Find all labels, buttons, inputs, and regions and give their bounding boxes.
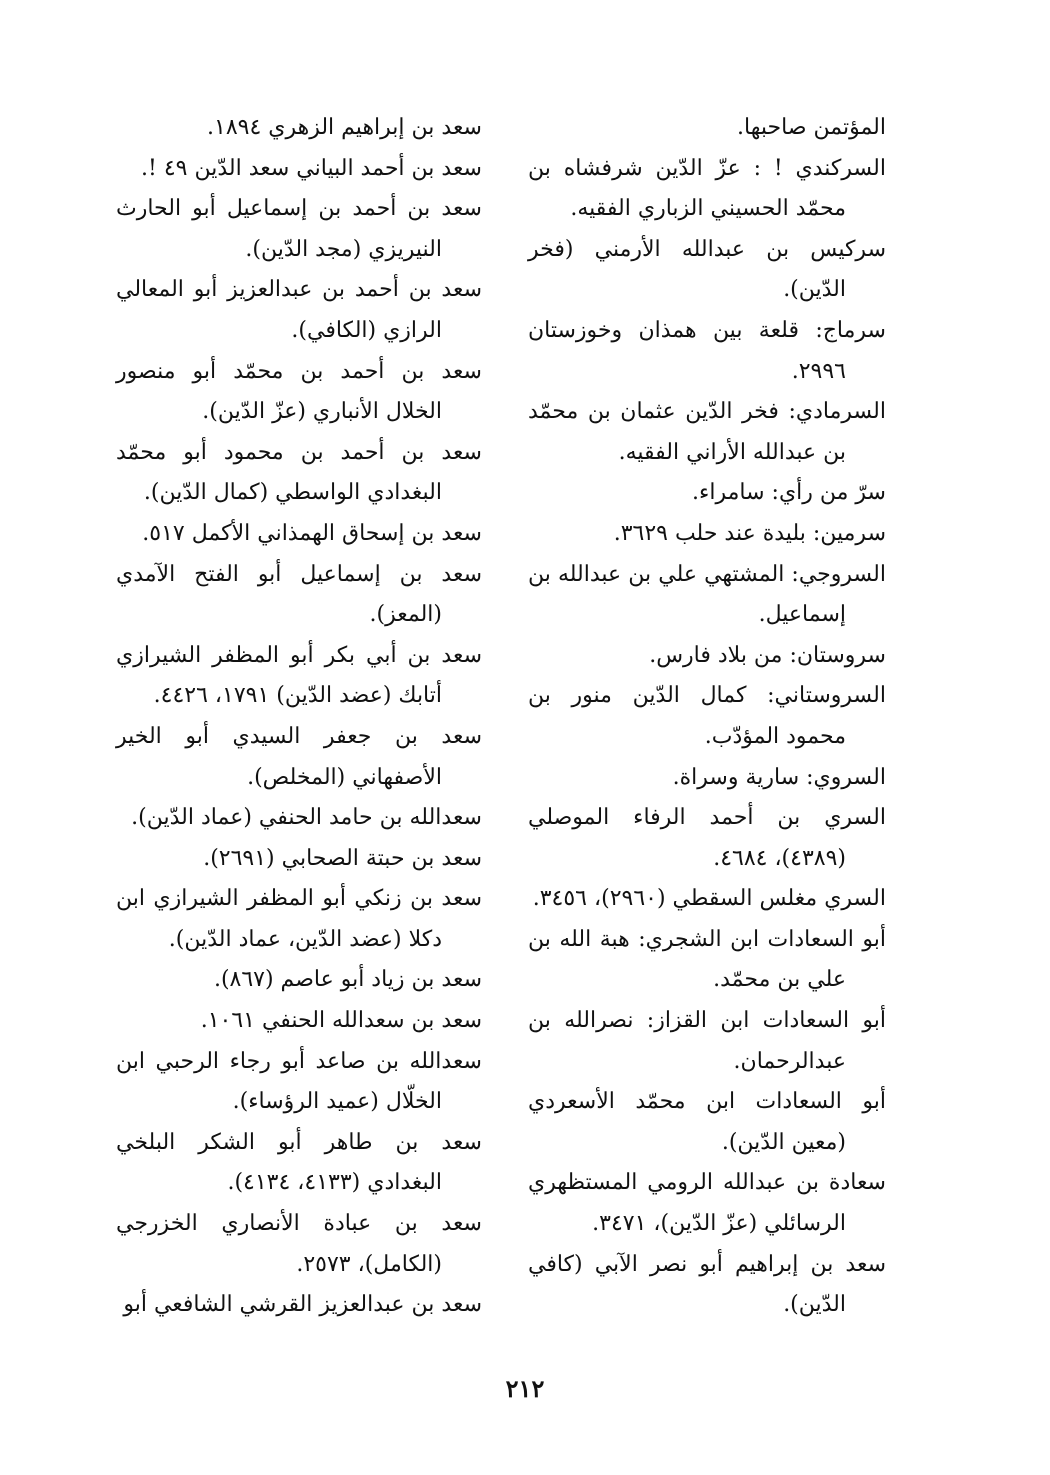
- index-entry: سرّ من رأي: سامراء.: [692, 480, 886, 506]
- index-entry: المؤتمن صاحبها.: [737, 115, 886, 140]
- index-entry: سعد بن أحمد بن محمود أبو محمّد البغدادي الواسطي (كمال الدّين).: [116, 439, 482, 506]
- index-column-left: [116, 108, 482, 1326]
- index-entry: سعد بن أحمد بن عبدالعزيز أبو المعالي الرازي (الكافي).: [116, 277, 482, 343]
- index-entry: السري بن أحمد الرفاء الموصلي (٤٣٨٩)، ٤٦٨٤.: [528, 805, 886, 871]
- index-entry: سعد بن طاهر أبو الشكر البلخي البغدادي (٤١٣٣، ٤١٣٤).: [116, 1129, 482, 1196]
- index-entry: سعد بن أحمد بن إسماعيل أبو الحارث النيريزي (مجد الدّين).: [116, 196, 482, 262]
- index-entry: سعد بن زنكي أبو المظفر الشيرازي ابن دكلا (عضد الدّين، عماد الدّين).: [116, 886, 482, 952]
- page-number: ٢١٢: [505, 1374, 545, 1403]
- index-entry: سرمين: بليدة عند حلب ٣٦٢٩.: [613, 520, 886, 546]
- index-entry: سعدالله بن حامد الحنفي (عماد الدّين).: [131, 805, 482, 831]
- index-entry: سعد بن عبادة الأنصاري الخزرجي (الكامل)، ٢٥٧٣.: [116, 1211, 482, 1277]
- index-entry: سعد بن إسحاق الهمذاني الأكمل ٥١٧.: [142, 520, 482, 546]
- index-entry: أبو السعادات ابن القزاز: نصرالله بن عبدالرحمان.: [528, 1008, 886, 1074]
- index-entry: السروجي: المشتهي علي بن عبدالله بن إسماعيل.: [528, 561, 886, 628]
- index-entry: سعادة بن عبدالله الرومي المستظهري الرسائلي (عزّ الدّين)، ٣٤٧١.: [528, 1170, 886, 1237]
- index-entry: سعد بن إبراهيم الزهري ١٨٩٤.: [207, 115, 482, 140]
- index-entry: أبو السعادات ابن محمّد الأسعردي (معين الدّين).: [528, 1089, 886, 1155]
- index-entry: سعد بن إسماعيل أبو الفتح الآمدي (المعز).: [116, 561, 482, 628]
- index-entry: سعد بن حبتة الصحابي (٢٦٩١).: [203, 845, 482, 871]
- index-entry: سعد بن جعفر السيدي أبو الخير الأصفهاني (المخلص).: [116, 723, 482, 790]
- index-entry: سروستان: من بلاد فارس.: [649, 642, 886, 668]
- index-entry: سعد بن سعدالله الحنفي ١٠٦١.: [200, 1008, 482, 1034]
- index-entry: سعد بن زياد أبو عاصم (٨٦٧).: [213, 967, 482, 993]
- index-entry: سرماج: قلعة بين همذان وخوزستان ٢٩٩٦.: [528, 317, 886, 384]
- index-column-right: [528, 108, 886, 1326]
- index-entry: سعد بن عبدالعزيز القرشي الشافعي أبو: [123, 1292, 482, 1318]
- index-entry: السرمادي: فخر الدّين عثمان بن محمّد بن عبدالله الأراني الفقيه.: [528, 399, 886, 465]
- index-entry: سعد بن أحمد بن محمّد أبو منصور الخلال الأنباري (عزّ الدّين).: [116, 358, 482, 425]
- index-entry: سركيس بن عبدالله الأرمني (فخر الدّين).: [528, 236, 886, 303]
- index-entry: السري مغلس السقطي (٢٩٦٠)، ٣٤٥٦.: [532, 886, 886, 912]
- index-entry: سعد بن أبي بكر أبو المظفر الشيرازي أتابك (عضد الدّين) ١٧٩١، ٤٤٢٦.: [116, 642, 482, 709]
- index-entry: سعدالله بن صاعد أبو رجاء الرحبي ابن الخلّال (عميد الرؤساء).: [116, 1048, 482, 1115]
- index-entry: أبو السعادات ابن الشجري: هبة الله بن علي بن محمّد.: [528, 926, 886, 993]
- index-entry: السروستاني: كمال الدّين منور بن محمود المؤدّب.: [528, 683, 886, 749]
- index-entry: سعد بن إبراهيم أبو نصر الآبي (كافي الدّين).: [528, 1251, 886, 1318]
- index-entry: السروي: سارية وسراة.: [672, 764, 886, 790]
- index-entry: سعد بن أحمد البياني سعد الدّين ٤٩ !.: [141, 155, 482, 181]
- index-entry: السركندي ! : عزّ الدّين شرفشاه بن محمّد الحسيني الزباري الفقيه.: [528, 155, 886, 222]
